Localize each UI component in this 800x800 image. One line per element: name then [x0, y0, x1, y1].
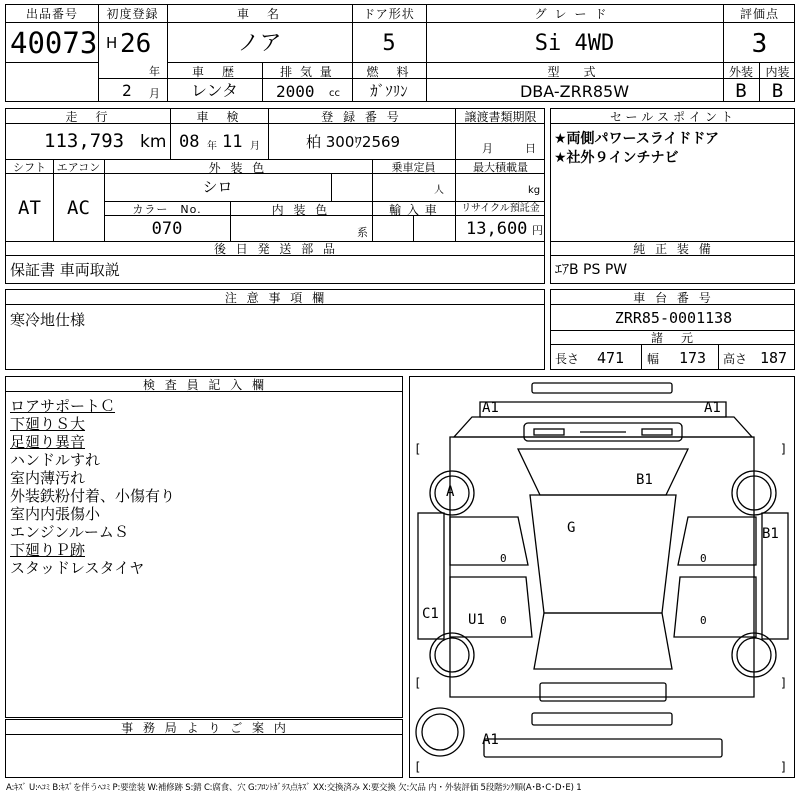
- month-unit: 月: [149, 87, 160, 100]
- note-line: 足廻り異音: [10, 433, 86, 451]
- mark-a-left: A: [446, 484, 455, 500]
- max-load-label: 最大積載量: [473, 161, 528, 174]
- interior-grade: B: [771, 80, 784, 102]
- interior-color-unit: 系: [357, 226, 368, 239]
- equipment: ｴｱB PS PW: [555, 262, 628, 278]
- note-line: スタッドレスタイヤ: [10, 559, 145, 577]
- transfer-day-unit: 日: [525, 142, 536, 155]
- note-line: 室内薄汚れ: [10, 469, 86, 487]
- bracket-right-bottom: ]: [780, 760, 788, 774]
- mark-a1-top-left: A1: [482, 400, 499, 416]
- fuel-label: 燃 料: [366, 65, 412, 79]
- legend-footer: A:ｷｽﾞ U:ﾍｺﾐ B:ｷｽﾞを伴うﾍｺﾐ P:要塗装 W:補修跡 S:錆 C:腐食、穴 G:ﾌﾛﾝﾄｶﾞﾗｽ点ｷｽﾞ XX:交換済み X:要交換 欠:欠品 内・外装評価 5段階ﾗﾝｸ順(A･B･C･D･E) 1: [6, 783, 582, 793]
- fuel: ｶﾞｿﾘﾝ: [370, 82, 408, 100]
- lot-number-label: 出品番号: [25, 7, 78, 21]
- chassis-label: 車 台 番 号: [633, 291, 714, 305]
- vehicle-info-top: [5, 4, 795, 102]
- color-number: 070: [151, 219, 183, 239]
- shift-label: シフト: [13, 161, 46, 174]
- inspector-label: 検 査 員 記 入 欄: [142, 378, 268, 392]
- inspection-month-unit: 月: [250, 141, 260, 152]
- displacement-unit: cc: [329, 88, 340, 99]
- note-line: 下廻りＳ大: [10, 415, 86, 433]
- equipment-label: 純 正 装 備: [633, 242, 714, 256]
- mileage: 113,793: [44, 130, 125, 152]
- max-load-unit: kg: [528, 185, 541, 196]
- width-label: 幅: [647, 352, 660, 366]
- mark-u1-left: U1: [468, 612, 485, 628]
- office-info-box: [5, 719, 403, 778]
- caution-text: 寒冷地仕様: [10, 311, 86, 329]
- length: 471: [597, 349, 625, 367]
- transfer-docs-label: 譲渡書類期限: [464, 110, 537, 124]
- score-label: 評価点: [739, 7, 779, 21]
- recycle-fee: 13,600: [466, 219, 528, 239]
- sales-points-label: セールスポイント: [610, 110, 737, 124]
- car-outline: [410, 377, 795, 778]
- displacement-label: 排 気 量: [280, 65, 334, 79]
- shift: AT: [18, 197, 41, 219]
- zero-marker: 0: [700, 552, 707, 565]
- bracket-right-top: ]: [780, 442, 788, 456]
- car-damage-diagram: [409, 376, 795, 778]
- note-line: 外装鉄粉付着、小傷有り: [10, 487, 176, 505]
- exterior-label: 外装: [728, 65, 753, 79]
- history-label: 車 歴: [191, 65, 237, 79]
- sales-point-2: ★社外９インチナビ: [554, 150, 679, 166]
- note-line: 下廻りＰ跡: [10, 541, 86, 559]
- width: 173: [679, 349, 707, 367]
- exterior-color: シロ: [202, 178, 233, 196]
- transfer-month-unit: 月: [482, 142, 493, 155]
- first-reg-month: 2: [122, 81, 132, 100]
- inspector-notes-box: [5, 376, 403, 718]
- first-registration-label: 初度登録: [106, 7, 159, 21]
- ac-label: エアコン: [56, 161, 101, 174]
- capacity-label: 乗車定員: [391, 161, 436, 174]
- car-name-label: 車 名: [236, 7, 282, 21]
- mileage-label: 走 行: [65, 110, 111, 124]
- year-unit: 年: [149, 65, 160, 78]
- dimensions-label: 諸 元: [650, 331, 696, 345]
- mark-b1-roof: B1: [636, 472, 653, 488]
- office-label: 事 務 局 よ り ご 案 内: [121, 721, 289, 735]
- note-line: ハンドルすれ: [10, 451, 101, 469]
- exterior-grade: B: [735, 80, 747, 102]
- import-label: 輸 入 車: [389, 203, 438, 217]
- mark-g-windshield: G: [567, 520, 576, 536]
- color-number-label: カラー No.: [132, 203, 202, 216]
- zero-marker: 0: [700, 614, 707, 627]
- zero-marker: 0: [500, 552, 507, 565]
- length-label: 長さ: [555, 352, 580, 366]
- first-reg-year: 26: [120, 29, 152, 59]
- mileage-unit: km: [140, 132, 167, 152]
- inspection-label: 車 検: [196, 110, 242, 124]
- era: H: [106, 34, 118, 52]
- zero-marker: 0: [500, 614, 507, 627]
- grade-label: グレード: [534, 7, 615, 21]
- sales-point-1: ★両側パワースライドドア: [554, 131, 720, 147]
- height-label: 高さ: [723, 352, 748, 366]
- chassis-box: [550, 289, 795, 370]
- mark-c1-left: C1: [422, 606, 439, 622]
- grade: Si 4WD: [534, 31, 615, 56]
- bracket-left-bottom: [: [414, 760, 422, 774]
- note-line: エンジンルームＳ: [10, 523, 129, 541]
- mark-a1-top-right: A1: [704, 400, 721, 416]
- mark-a1-bottom: A1: [482, 732, 499, 748]
- door-count: 5: [382, 31, 396, 56]
- history: レンタ: [191, 81, 238, 100]
- interior-color-label: 内 装 色: [271, 203, 331, 217]
- ac: AC: [67, 197, 90, 219]
- plate-label: 登 録 番 号: [321, 110, 402, 124]
- lot-number: 40073: [10, 26, 98, 60]
- recycle-label: リサイクル預託金: [461, 203, 540, 214]
- caution-label: 注 意 事 項 欄: [224, 291, 328, 305]
- score: 3: [751, 29, 768, 59]
- inspection-year: 08: [179, 132, 200, 152]
- plate-number: 柏 300ﾜ2569: [306, 133, 401, 151]
- bracket-right-mid: ]: [780, 676, 788, 690]
- capacity-unit: 人: [434, 185, 444, 196]
- later-parts-label: 後 日 発 送 部 品: [213, 242, 339, 256]
- recycle-unit: 円: [532, 224, 543, 237]
- mark-b1-right: B1: [762, 526, 779, 542]
- color-label: 外 装 色: [208, 161, 268, 175]
- interior-label: 内装: [765, 65, 790, 79]
- chassis-number: ZRR85-0001138: [614, 309, 733, 327]
- model-code: DBA-ZRR85W: [519, 82, 630, 101]
- note-line: ロアサポートＣ: [10, 397, 116, 415]
- bracket-left-top: [: [414, 442, 422, 456]
- vehicle-info-mid: [5, 108, 545, 284]
- door-label: ドア形状: [363, 7, 415, 21]
- model-label: 型 式: [547, 65, 602, 79]
- bracket-left-mid: [: [414, 676, 422, 690]
- height: 187: [760, 349, 788, 367]
- inspection-year-unit: 年: [207, 141, 217, 152]
- displacement: 2000: [276, 82, 315, 101]
- inspector-notes-list: [10, 397, 175, 577]
- note-line: 室内内張傷小: [10, 505, 101, 523]
- later-parts: 保証書 車両取説: [10, 261, 120, 279]
- caution-box: [5, 289, 545, 370]
- car-name: ノア: [237, 31, 282, 56]
- sales-points: [550, 108, 795, 284]
- inspection-month: 11: [222, 132, 243, 152]
